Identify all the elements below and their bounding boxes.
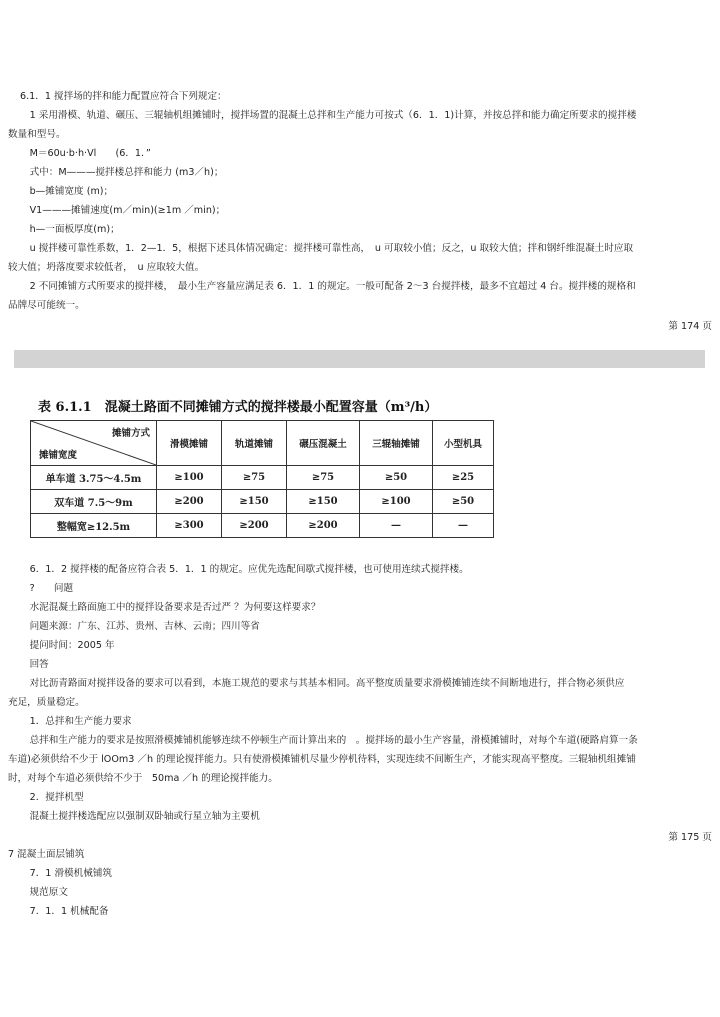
- text-line: 规范原文: [20, 887, 68, 898]
- text-line: 混凝土搅拌楼选配应以强制双卧轴或行星立轴为主要机: [20, 811, 260, 822]
- text-line: 式中：M———搅拌楼总拌和能力 (m3／h)；: [20, 167, 224, 178]
- table-cell: ≥300: [157, 514, 222, 538]
- table-cell: ≥100: [157, 466, 222, 490]
- text-line: 车道)必须供给不少于 lOOm3 ／h 的理论搅拌能力。只有使滑模摊铺机尽量少停机待料，实现连续不间断生产，才能实现高平整度。三辊轴机组摊铺: [8, 754, 636, 765]
- table-row: [31, 466, 494, 490]
- column-header: 小型机具: [433, 421, 494, 466]
- text-line: 1 采用滑模、轨道、碾压、三辊轴机组摊铺时，搅拌场置的混凝土总拌和生产能力可按式（6．1．1)计算，并按总拌和能力确定所要求的搅拌楼: [20, 110, 637, 121]
- column-header: 轨道摊铺: [222, 421, 287, 466]
- text-line: 充足，质量稳定。: [8, 697, 85, 708]
- table-cell: —: [360, 514, 433, 538]
- text-line: 数量和型号。: [8, 129, 66, 140]
- text-line: 品牌尽可能统一。: [8, 300, 85, 311]
- row-header: 单车道 3.75～4.5m: [31, 466, 157, 490]
- column-header: 碾压混凝土: [287, 421, 360, 466]
- column-header: 滑模摊铺: [157, 421, 222, 466]
- section-heading: 7 混凝土面层铺筑: [8, 849, 85, 860]
- row-header: 整幅宽≥12.5m: [31, 514, 157, 538]
- table-cell: ≥50: [433, 490, 494, 514]
- text-line: 2．搅拌机型: [20, 792, 84, 803]
- text-line: 6．1．2 搅拌楼的配备应符合表 5．1．1 的规定。应优先选配间歇式搅拌楼，也可使用连续式搅拌楼。: [20, 564, 469, 575]
- page-number: 第 174 页: [668, 321, 712, 332]
- text-line: 时，对每个车道必须供给不少于 50ma ／h 的理论搅拌能力。: [8, 773, 278, 784]
- table-title: 表 6.1.1 混凝土路面不同摊铺方式的搅拌楼最小配置容量（m³/h）: [38, 400, 438, 415]
- text-line: 水泥混凝土路面施工中的搅拌设备要求是否过严 ？为何要这样要求？: [20, 602, 321, 613]
- table-cell: ≥200: [157, 490, 222, 514]
- text-line: 7．1．1 机械配备: [20, 906, 109, 917]
- formula-line: M＝60u·b·h·Vl (6．1．”: [20, 148, 151, 159]
- row-header: 双车道 7.5～9m: [31, 490, 157, 514]
- text-line: 6.1．1 搅拌场的拌和能力配置应符合下列规定：: [20, 91, 227, 102]
- table-cell: ≥25: [433, 466, 494, 490]
- table-cell: ≥75: [222, 466, 287, 490]
- text-line: 2 不同摊铺方式所要求的搅拌楼， 最小生产容量应满足表 6．1．1 的规定。一般可配备 2～3 台搅拌楼，最多不宜超过 4 台。搅拌楼的规格和: [20, 281, 636, 292]
- text-line: 回答: [20, 659, 49, 670]
- table-cell: ≥200: [287, 514, 360, 538]
- table-corner-cell: [31, 421, 157, 466]
- text-line: 提问时间：2005 年: [20, 640, 115, 651]
- page-separator: [14, 350, 705, 368]
- table-cell: ≥150: [222, 490, 287, 514]
- table-row: [31, 490, 494, 514]
- text-line: b—摊铺宽度 (m)；: [20, 186, 114, 197]
- table-header-row: [31, 421, 494, 466]
- section-heading: 7．1 滑模机械铺筑: [20, 868, 113, 879]
- text-line: V1———摊铺速度(m／min)(≥1m ／min)；: [20, 205, 226, 216]
- table-cell: ≥150: [287, 490, 360, 514]
- table-cell: —: [433, 514, 494, 538]
- text-line: 1．总拌和生产能力要求: [20, 716, 132, 727]
- table-row: [31, 514, 494, 538]
- table-cell: ≥200: [222, 514, 287, 538]
- column-header: 三辊轴摊铺: [360, 421, 433, 466]
- capacity-table: [30, 420, 494, 538]
- table-cell: ≥50: [360, 466, 433, 490]
- page-number: 第 175 页: [668, 832, 712, 843]
- text-line: ? 问题: [20, 583, 74, 594]
- text-line: 对比沥青路面对搅拌设备的要求可以看到，本施工规范的要求与其基本相同。高平整度质量要求滑模摊铺连续不间断地进行，拌合物必须供应: [20, 678, 625, 689]
- corner-label-bottom: 摊铺宽度: [39, 450, 78, 461]
- text-line: 总拌和生产能力的要求是按照滑模摊铺机能够连续不停顿生产而计算出来的 。搅拌场的最小生产容量，滑模摊铺时，对每个车道(硬路肩算一条: [20, 735, 638, 746]
- text-line: 问题来源：广东、江苏、贵州、吉林、云南；四川等省: [20, 621, 260, 632]
- text-line: h—一面板厚度(m)；: [20, 224, 120, 235]
- table-cell: ≥75: [287, 466, 360, 490]
- text-line: 较大值；坍落度要求较低者， u 应取较大值。: [8, 262, 205, 273]
- table-cell: ≥100: [360, 490, 433, 514]
- text-line: u 搅拌楼可靠性系数，1．2—1．5，根据下述具体情况确定：搅拌楼可靠性高， u 可取较小值；反之，u 取较大值；拌和钢纤维混凝土时应取: [20, 243, 634, 254]
- corner-label-top: 摊铺方式: [111, 428, 150, 439]
